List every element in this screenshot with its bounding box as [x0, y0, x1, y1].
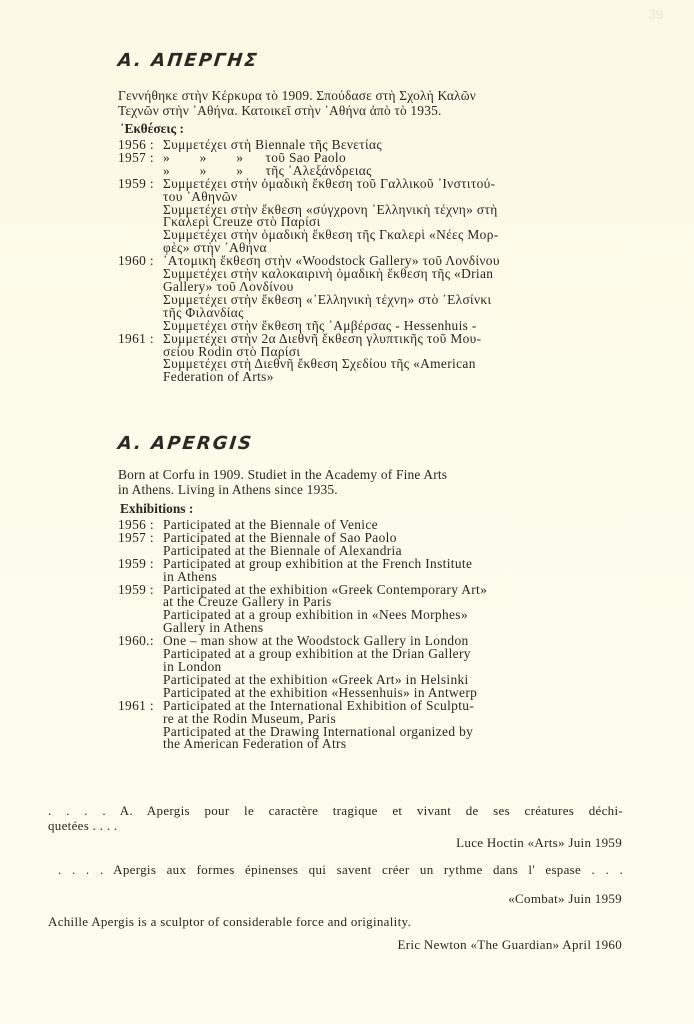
exhibition-text [163, 635, 578, 700]
exhibition-line: Participated at the Biennale of Venice [163, 517, 378, 532]
english-exhibitions-list [118, 519, 578, 751]
greek-intro-line: Τεχνῶν στὴν ᾿Αθήνα. Κατοικεῖ στὴν ᾿Αθήνα ἀπὸ τὸ 1935. [118, 103, 442, 119]
exhibition-line: Gallery in Athens [163, 620, 264, 636]
english-intro [118, 467, 568, 497]
quote-1-line: . . . . A. Apergis pour le caractère tragique et vivant de ses créatures déchi- [48, 803, 623, 818]
exhibition-entry [118, 529, 578, 558]
exhibition-line: Συμμετέχει στὴ Διεθνῆ ἔκθεση Σχεδίου τῆς «American [163, 356, 476, 372]
exhibition-line: φὲς» στὴν ᾿Αθήνα [163, 240, 267, 256]
greek-intro-line: Γεννήθηκε στὴν Κέρκυρα τὸ 1909. Σπούδασε στὴ Σχολὴ Καλῶν [118, 88, 476, 103]
exhibition-text [163, 697, 578, 752]
exhibition-year: 1956 : [118, 137, 154, 152]
quote-3-line: Achille Apergis is a sculptor of considerable force and originality. [48, 914, 411, 929]
exhibition-line: Συμμετέχει στὴν ἔκθεση «᾿Ελληνικὴ τέχνη» στὸ ᾿Ελσίνκι [163, 291, 492, 307]
exhibition-line: Participated at the International Exhibition of Sculptu- [163, 697, 475, 713]
exhibition-entry [118, 555, 578, 584]
exhibition-line: Participated at the Biennale of Alexandria [163, 542, 402, 558]
exhibition-line: ᾿Ατομικὴ ἔκθεση στὴν «Woodstock Gallery» τοῦ Λονδίνου [163, 253, 500, 269]
exhibition-line: Συμμετέχει στὴν ἔκθεση «σύγχρονη ᾿Ελληνικὴ τέχνη» στὴ [163, 201, 498, 217]
exhibition-year: 1959 : [118, 555, 154, 571]
exhibition-year: 1959 : [118, 581, 154, 597]
quote-3 [48, 914, 623, 929]
exhibition-text [163, 529, 578, 558]
exhibition-line: Γκαλερὶ Creuze στὸ Παρίσι [163, 214, 321, 230]
quote-1 [48, 803, 623, 833]
exhibition-year: 1956 : [118, 517, 154, 532]
exhibition-year: 1959 : [118, 175, 154, 191]
exhibition-text [163, 581, 578, 636]
quote-2-line: . . . . Apergis aux formes épinenses qui savent créer un rythme dans l' espase . . . [58, 862, 623, 877]
exhibition-entry [118, 175, 578, 256]
exhibition-line: Συμμετέχει στὴν ἔκθεση τῆς ᾿Αμβέρσας - Hessenhuis - [163, 317, 477, 333]
exhibition-entry [118, 581, 578, 636]
greek-exhibitions-list [118, 139, 578, 384]
exhibition-entry [118, 635, 578, 700]
exhibition-line: Participated at the Biennale of Sao Paolo [163, 529, 397, 545]
exhibition-line: Συμμετέχει στὴν 2α Διεθνῆ ἔκθεση γλυπτικῆς τοῦ Μου- [163, 330, 482, 346]
exhibition-year: 1957 : [118, 149, 154, 165]
english-intro-line: in Athens. Living in Athens since 1935. [118, 482, 338, 498]
exhibition-text [163, 175, 578, 256]
exhibition-line: Participated at a group exhibition at the Drian Gallery [163, 646, 471, 662]
quote-1-source: Luce Hoctin «Arts» Juin 1959 [456, 835, 622, 850]
exhibition-line: σείου Rodin στὸ Παρίσι [163, 343, 301, 359]
exhibition-line: Participated at the Drawing International organized by [163, 723, 474, 739]
greek-intro [118, 88, 568, 118]
exhibition-text [163, 330, 578, 385]
exhibition-line: the American Federation of Atrs [163, 736, 347, 752]
exhibition-year: 1960.: [118, 633, 154, 649]
exhibition-line: Συμμετέχει στὴν ὁμαδικὴ ἔκθεση τῆς Γκαλερὶ «Νέες Μορ- [163, 227, 499, 243]
exhibition-line: Participated at the exhibition «Greek Contemporary Art» [163, 581, 488, 597]
exhibition-line: Participated at the exhibition «Hessenhuis» in Antwerp [163, 684, 478, 700]
exhibition-line: in London [163, 658, 222, 674]
greek-heading: A. ΑΠΕΡΓΗΣ [116, 50, 260, 71]
exhibition-line: Federation of Arts» [163, 369, 274, 385]
exhibition-year: 1960 : [118, 253, 154, 269]
exhibition-entry [118, 255, 578, 332]
exhibition-entry [118, 330, 578, 385]
english-intro-line: Born at Corfu in 1909. Studiet in the Academy of Fine Arts [118, 467, 448, 482]
english-heading: A. APERGIS [116, 433, 255, 454]
exhibition-line: Συμμετέχει στὴν ὁμαδικὴ ἔκθεση τοῦ Γαλλικοῦ ᾿Ινστιτού- [163, 175, 496, 191]
greek-exhibitions-label: ᾿Εκθέσεις : [120, 121, 184, 136]
page-number: 39 [648, 6, 664, 22]
exhibition-line: re at the Rodin Museum, Paris [163, 710, 337, 726]
exhibition-line: του ᾿Αθηνῶν [163, 188, 238, 204]
exhibition-entry [118, 697, 578, 752]
exhibition-line: Συμμετέχει στὴ Biennale τῆς Βενετίας [163, 137, 382, 152]
quote-1-line: quetées . . . . [48, 818, 118, 833]
exhibition-line: » » » τῆς ᾿Αλεξάνδρειας [163, 162, 372, 178]
exhibition-line: Gallery» τοῦ Λονδίνου [163, 278, 294, 294]
exhibition-line: Participated at a group exhibition in «Nees Morphes» [163, 607, 468, 623]
english-exhibitions-label: Exhibitions : [120, 501, 194, 516]
exhibition-line: Participated at the exhibition «Greek Art» in Helsinki [163, 671, 469, 687]
exhibition-year: 1961 : [118, 697, 154, 713]
exhibition-text [163, 555, 578, 584]
exhibition-line: Συμμετέχει στὴν καλοκαιρινὴ ὁμαδικὴ ἔκθεση τῆς «Drian [163, 266, 494, 282]
exhibition-text [163, 255, 578, 332]
exhibition-line: » » » τοῦ Sao Paolo [163, 149, 347, 165]
quote-2-source: «Combat» Juin 1959 [508, 891, 622, 906]
quote-3-source: Eric Newton «The Guardian» April 1960 [397, 937, 622, 952]
exhibition-line: in Athens [163, 568, 218, 584]
exhibition-line: Participated at group exhibition at the French Institute [163, 555, 473, 571]
exhibition-year: 1961 : [118, 330, 154, 346]
exhibition-line: at the Creuze Gallery in Paris [163, 594, 332, 610]
exhibition-line: One – man show at the Woodstock Gallery in London [163, 633, 469, 649]
exhibition-year: 1957 : [118, 529, 154, 545]
quote-2 [48, 862, 623, 877]
exhibition-line: τῆς Φιλανδίας [163, 304, 244, 320]
